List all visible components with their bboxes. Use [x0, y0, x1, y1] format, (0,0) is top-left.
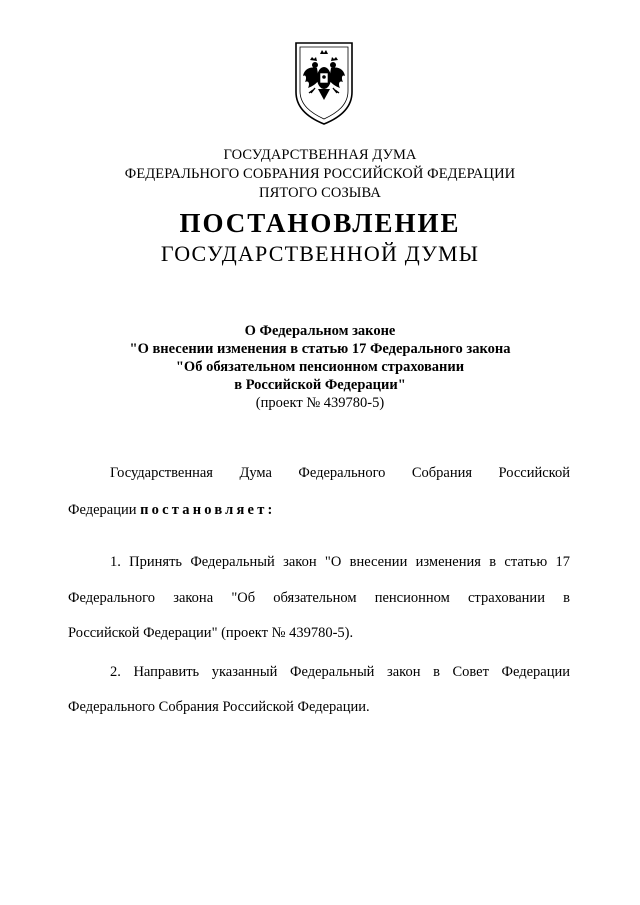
- issuer-line-3: ПЯТОГО СОЗЫВА: [259, 185, 381, 201]
- item-1-line-2: Федерального закона "Об обязательном пенсионном страховании в: [68, 590, 570, 606]
- item-2-line-2: Федерального Собрания Российской Федерации.: [68, 699, 370, 715]
- subject-block: [0, 322, 640, 412]
- issuer-block: [0, 146, 640, 203]
- subject-line-4: в Российской Федерации": [234, 377, 406, 393]
- state-emblem-icon: [293, 40, 355, 126]
- preamble-verb: постановляет:: [140, 502, 276, 518]
- document-title: ПОСТАНОВЛЕНИЕ: [179, 208, 461, 238]
- document-subtitle: ГОСУДАРСТВЕННОЙ ДУМЫ: [160, 241, 480, 266]
- subject-line-2: "О внесении изменения в статью 17 Федерального закона: [129, 341, 511, 357]
- issuer-line-1: ГОСУДАРСТВЕННАЯ ДУМА: [223, 147, 417, 163]
- preamble-subject: Федерации: [68, 502, 137, 518]
- subject-line-1: О Федеральном законе: [244, 323, 396, 339]
- subject-line-3: "Об обязательном пенсионном страховании: [175, 359, 465, 375]
- issuer-line-2: ФЕДЕРАЛЬНОГО СОБРАНИЯ РОССИЙСКОЙ ФЕДЕРАЦИИ: [124, 166, 516, 182]
- item-2-line-1: 2. Направить указанный Федеральный закон в Совет Федерации: [110, 664, 570, 680]
- item-1-line-1: 1. Принять Федеральный закон "О внесении изменения в статью 17: [110, 554, 570, 570]
- preamble-line-2: [68, 500, 570, 520]
- item-1-line-3: Российской Федерации" (проект № 439780-5).: [68, 625, 354, 641]
- project-number: (проект № 439780-5): [255, 395, 385, 411]
- preamble-line-1: Государственная Дума Федерального Собрания Российской: [110, 465, 570, 481]
